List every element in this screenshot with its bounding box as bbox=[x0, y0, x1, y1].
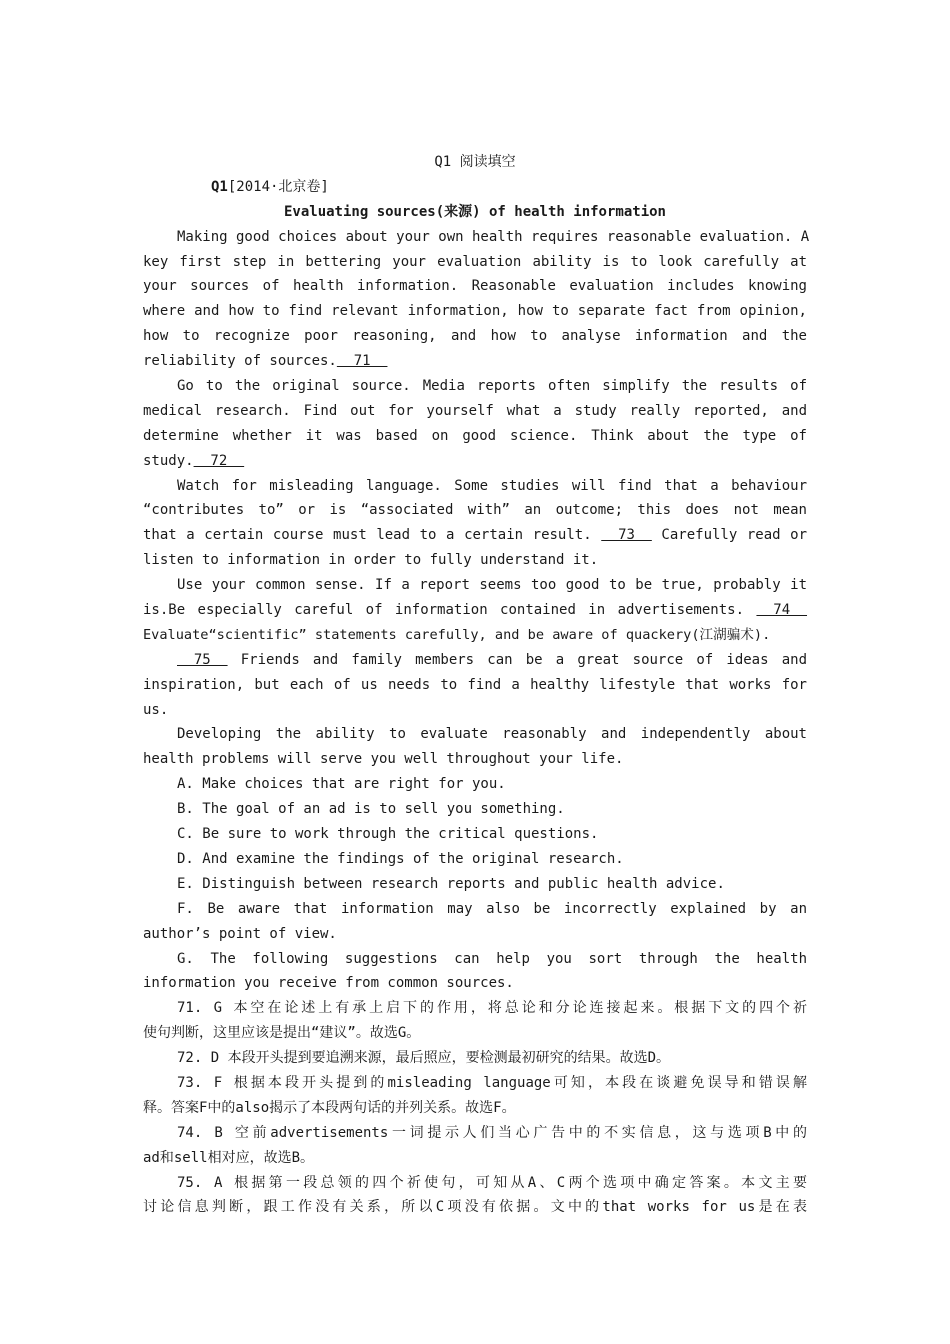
paragraph-line bbox=[143, 648, 807, 673]
option-e: E. Distinguish between research reports and public health advice. bbox=[177, 875, 725, 892]
source-line bbox=[143, 175, 807, 200]
paragraph-text: Carefully read or bbox=[661, 527, 808, 544]
paragraph-line: Watch for misleading language. Some studies will find that a behaviour bbox=[177, 477, 807, 494]
section-title: Q1 阅读填空 bbox=[434, 154, 516, 170]
answer-73: 73. F 根据本段开头提到的misleading language可知，本段在谈避免误导和错误解 bbox=[177, 1074, 807, 1091]
blank-74: 74 bbox=[756, 602, 808, 619]
paragraph-line bbox=[143, 523, 807, 548]
paragraph-text: reliability of sources. bbox=[143, 353, 337, 370]
paragraph-line: where and how to find relevant information, how to separate fact from opinion, bbox=[143, 303, 807, 320]
paragraph-line bbox=[143, 598, 807, 623]
option-f: F. Be aware that information may also be incorrectly explained by an bbox=[177, 900, 807, 917]
answer-75-cont: 讨论信息判断，跟工作没有关系，所以C项没有依据。文中的that works for us是在表 bbox=[143, 1199, 807, 1216]
paragraph-line: Making good choices about your own health requires reasonable evaluation. A bbox=[177, 228, 810, 245]
paragraph-text: is.Be especially careful of information contained in advertisements. bbox=[143, 602, 745, 619]
paragraph-line: how to recognize poor reasoning, and how to analyse information and the bbox=[143, 328, 807, 345]
option-d: D. And examine the findings of the original research. bbox=[177, 850, 624, 867]
blank-75: 75 bbox=[177, 651, 228, 668]
answer-71-cont: 使句判断，这里应该是提出“建议”。故选G。 bbox=[143, 1025, 421, 1042]
answer-72: 72. D 本段开头提到要追溯来源，最后照应，要检测最初研究的结果。故选D。 bbox=[177, 1050, 670, 1067]
paragraph-line: determine whether it was based on good science. Think about the type of bbox=[143, 427, 807, 444]
option-f-cont: author’s point of view. bbox=[143, 925, 337, 942]
paragraph-line: medical research. Find out for yourself what a study really reported, and bbox=[143, 402, 807, 419]
option-a: A. Make choices that are right for you. bbox=[177, 776, 506, 793]
paragraph-line: Use your common sense. If a report seems too good to be true, probably it bbox=[177, 577, 807, 594]
answer-74-cont: ad和sell相对应，故选B。 bbox=[143, 1149, 315, 1166]
paragraph-line: Developing the ability to evaluate reasonably and independently about bbox=[177, 726, 807, 743]
option-b: B. The goal of an ad is to sell you something. bbox=[177, 801, 565, 818]
paragraph-line bbox=[143, 349, 807, 374]
paragraph-line: listen to information in order to fully understand it. bbox=[143, 552, 599, 569]
option-g: G. The following suggestions can help you sort through the health bbox=[177, 950, 807, 967]
paragraph-line: your sources of health information. Reasonable evaluation includes knowing bbox=[143, 278, 807, 295]
paragraph-line: Evaluate“scientific” statements carefully, and be aware of quackery(江湖骗术). bbox=[143, 626, 771, 643]
blank-73: 73 bbox=[601, 527, 652, 544]
paragraph-text: study. bbox=[143, 452, 194, 469]
answer-73-cont: 释。答案F中的also揭示了本段两句话的并列关系。故选F。 bbox=[143, 1099, 516, 1116]
paragraph-text: Friends and family members can be a great source of ideas and bbox=[240, 651, 807, 668]
article-title: Evaluating sources(来源) of health information bbox=[283, 203, 666, 220]
document-page bbox=[143, 150, 810, 1220]
blank-71: 71 bbox=[336, 353, 388, 370]
paragraph-line: health problems will serve you well throughout your life. bbox=[143, 751, 624, 768]
answer-75: 75. A 根据第一段总领的四个祈使句，可知从A、C两个选项中确定答案。本文主要 bbox=[177, 1174, 807, 1191]
paragraph-line: Go to the original source. Media reports often simplify the results of bbox=[177, 378, 807, 395]
paragraph-text: that a certain course must lead to a certain result. bbox=[143, 527, 592, 544]
paragraph-line bbox=[143, 449, 807, 474]
answer-71: 71. G 本空在论述上有承上启下的作用，将总论和分论连接起来。根据下文的四个祈 bbox=[177, 1000, 807, 1017]
option-g-cont: information you receive from common sources. bbox=[143, 975, 514, 992]
blank-72: 72 bbox=[193, 452, 245, 469]
source-label: Q1 bbox=[211, 178, 228, 195]
paragraph-line: key first step in bettering your evaluation ability is to look carefully at bbox=[143, 253, 807, 270]
source-text: [2014·北京卷] bbox=[227, 178, 329, 195]
option-c: C. Be sure to work through the critical questions. bbox=[177, 826, 599, 843]
answer-74: 74. B 空前advertisements一词提示人们当心广告中的不实信息，这与选项B中的 bbox=[177, 1124, 807, 1141]
paragraph-line: us. bbox=[143, 701, 169, 718]
paragraph-line: inspiration, but each of us needs to find a healthy lifestyle that works for bbox=[143, 676, 807, 693]
paragraph-line: “contributes to” or is “associated with” an outcome; this does not mean bbox=[143, 502, 807, 519]
